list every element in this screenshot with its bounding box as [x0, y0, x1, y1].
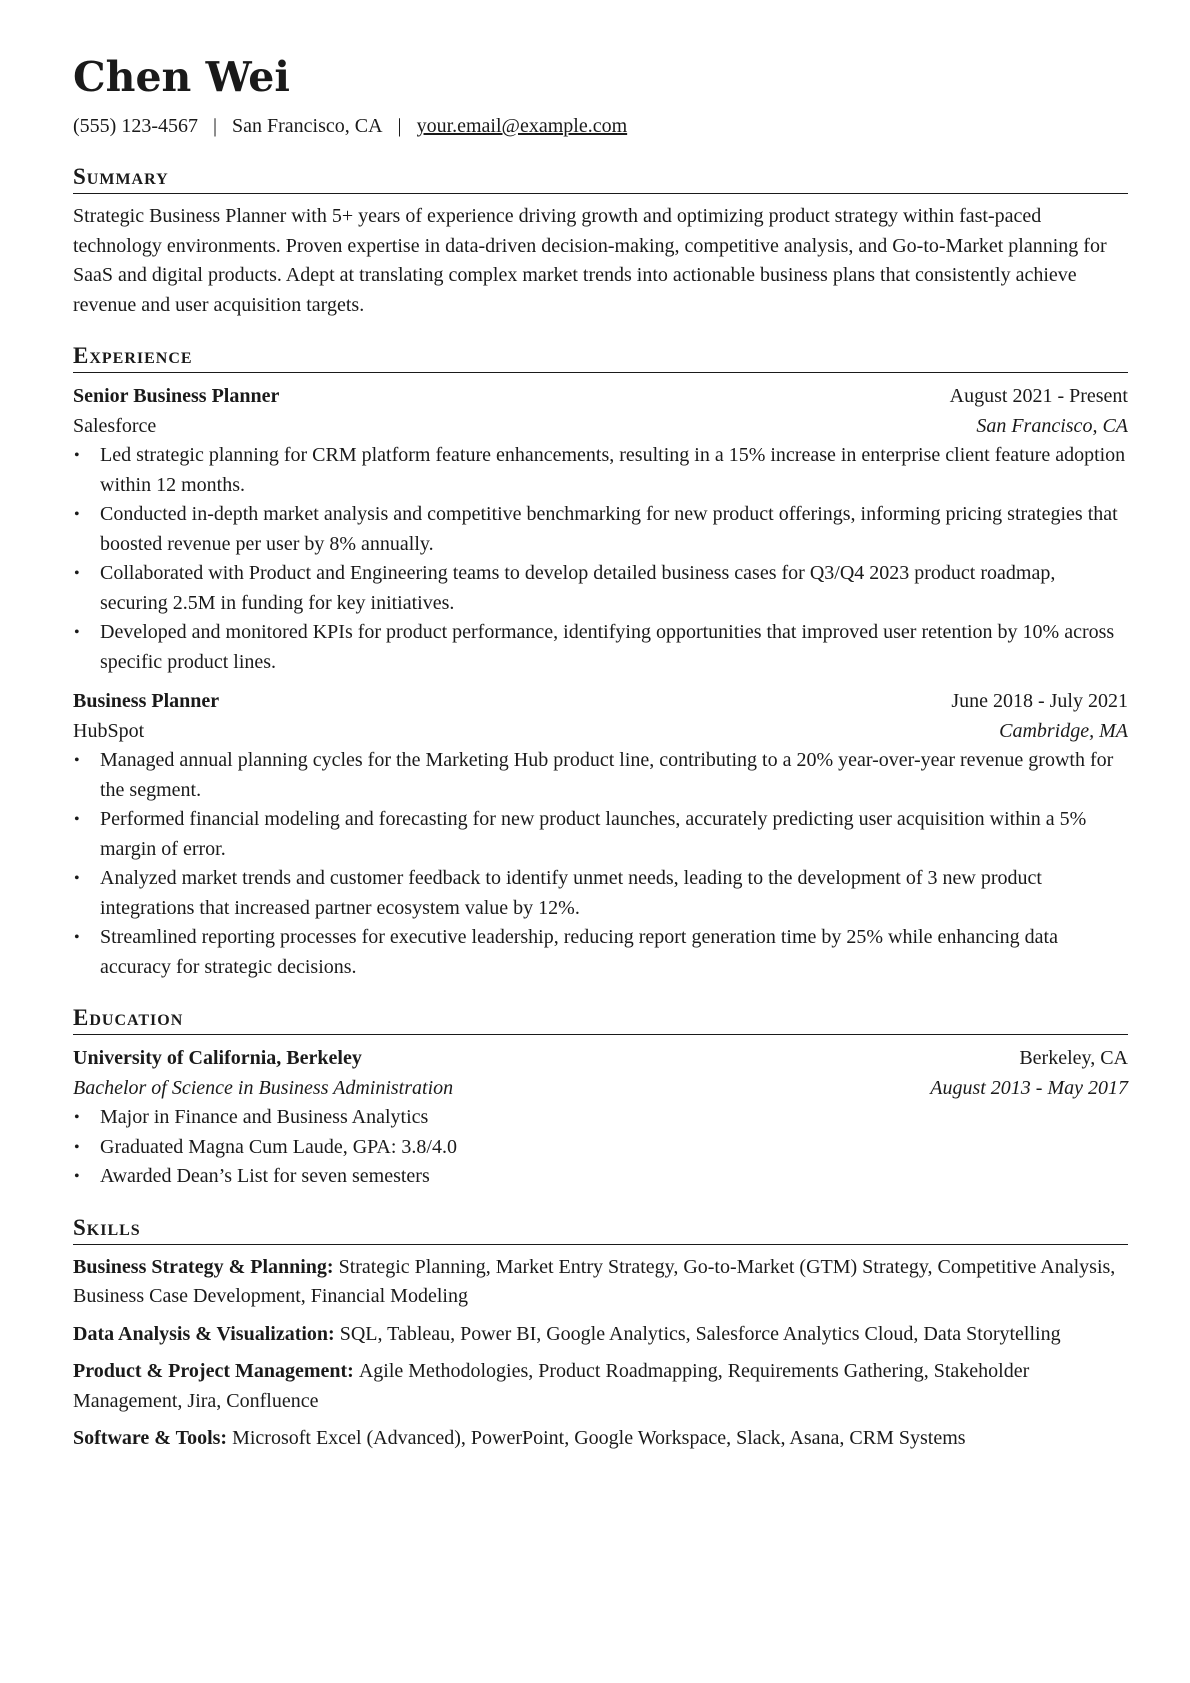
job-location: Cambridge, MA [999, 719, 1128, 742]
contact-line [73, 115, 1128, 138]
job-subheader [73, 412, 1128, 442]
job-dates: August 2021 - Present [949, 385, 1128, 408]
education-bullets [73, 1103, 1128, 1192]
job-subheader [73, 717, 1128, 747]
education-entry [73, 1044, 1128, 1192]
skill-group-label: Business Strategy & Planning: [73, 1255, 339, 1278]
school-location: Berkeley, CA [1019, 1047, 1128, 1070]
skills-section [73, 1215, 1128, 1454]
skill-group-label: Product & Project Management: [73, 1360, 359, 1383]
job-header [73, 382, 1128, 412]
location: San Francisco, CA [232, 115, 383, 138]
skill-group-label: Data Analysis & Visualization: [73, 1322, 340, 1345]
bullet-item: • Conducted in-depth market analysis and competitive benchmarking for new product offerings, informing pricing strategies that boosted revenue per user by 8% annually. [100, 500, 1128, 559]
bullet-item: • Streamlined reporting processes for executive leadership, reducing report generation time by 25% while enhancing data accuracy for strategic decisions. [100, 923, 1128, 982]
bullet-item: • Led strategic planning for CRM platform feature enhancements, resulting in a 15% increase in enterprise client feature adoption within 12 months. [100, 441, 1128, 500]
contact-separator: | [212, 115, 217, 138]
resume-page [73, 54, 1128, 1454]
bullet-item: • Managed annual planning cycles for the Marketing Hub product line, contributing to a 20% year-over-year revenue growth for the segment. [100, 746, 1128, 805]
education-subheader [73, 1074, 1128, 1104]
email-link[interactable]: your.email@example.com [416, 115, 628, 138]
bullet-item: • Awarded Dean’s List for seven semesters [100, 1162, 1128, 1192]
job-role: Business Planner [73, 690, 220, 713]
education-header [73, 1044, 1128, 1074]
job-location: San Francisco, CA [976, 414, 1128, 437]
phone-number: (555) 123-4567 [73, 115, 198, 138]
job-company: HubSpot [73, 719, 145, 742]
contact-separator: | [397, 115, 402, 138]
bullet-item: • Developed and monitored KPIs for product performance, identifying opportunities that improved user retention by 10% across specific product lines. [100, 618, 1128, 677]
skill-group [73, 1320, 1128, 1350]
education-section [73, 1005, 1128, 1192]
skill-group-label: Software & Tools: [73, 1427, 233, 1450]
job-bullets [73, 441, 1128, 677]
skill-group-value: Agile Methodologies, Product Roadmapping, Requirements Gathering, Stakeholder Management, Jira, Confluence [73, 1360, 1030, 1412]
skill-group [73, 1424, 1128, 1454]
job-role: Senior Business Planner [73, 385, 280, 408]
education-dates: August 2013 - May 2017 [930, 1076, 1128, 1099]
job-header [73, 687, 1128, 717]
summary-section [73, 164, 1128, 320]
section-title-summary: Summary [73, 164, 1128, 194]
bullet-item: • Analyzed market trends and customer feedback to identify unmet needs, leading to the development of 3 new product integrations that increased partner ecosystem value by 12%. [100, 864, 1128, 923]
experience-section [73, 343, 1128, 982]
bullet-item: • Major in Finance and Business Analytics [100, 1103, 1128, 1133]
job-entry [73, 382, 1128, 677]
skill-group-value: SQL, Tableau, Power BI, Google Analytics, Salesforce Analytics Cloud, Data Storytelling [339, 1322, 1061, 1345]
summary-text: Strategic Business Planner with 5+ years of experience driving growth and optimizing product strategy within fast-paced technology environments. Proven expertise in data-driven decision-making, competitive analysis, and Go-to-Market planning for SaaS and digital products. Adept at translating complex market trends into actionable business plans that consistently achieve revenue and user acquisition targets. [73, 205, 1107, 316]
candidate-name: Chen Wei [73, 53, 290, 101]
bullet-item: • Performed financial modeling and forecasting for new product launches, accurately predicting user acquisition within a 5% margin of error. [100, 805, 1128, 864]
job-dates: June 2018 - July 2021 [951, 690, 1128, 713]
skill-group-value: Microsoft Excel (Advanced), PowerPoint, Google Workspace, Slack, Asana, CRM Systems [232, 1427, 966, 1450]
skill-group-value: Strategic Planning, Market Entry Strategy, Go-to-Market (GTM) Strategy, Competitive Analysis, Business Case Development, Financial Modeling [73, 1255, 1116, 1308]
school-name: University of California, Berkeley [73, 1047, 362, 1070]
job-entry [73, 687, 1128, 982]
skill-group [73, 1253, 1128, 1312]
skills-list [73, 1253, 1128, 1454]
job-bullets [73, 746, 1128, 982]
job-company: Salesforce [73, 414, 157, 437]
bullet-item: • Collaborated with Product and Engineering teams to develop detailed business cases for Q3/Q4 2023 product roadmap, securing 2.5M in funding for key initiatives. [100, 559, 1128, 618]
bullet-item: • Graduated Magna Cum Laude, GPA: 3.8/4.0 [100, 1133, 1128, 1163]
degree-name: Bachelor of Science in Business Administration [73, 1076, 454, 1099]
section-title-skills: Skills [73, 1215, 1128, 1245]
resume-header [73, 54, 1128, 138]
section-title-education: Education [73, 1005, 1128, 1035]
skill-group [73, 1357, 1128, 1416]
section-title-experience: Experience [73, 343, 1128, 373]
